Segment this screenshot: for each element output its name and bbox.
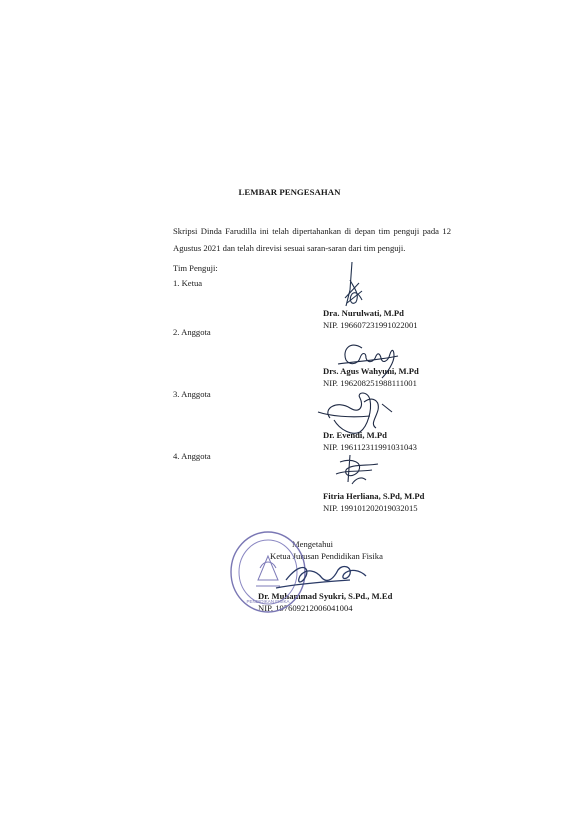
signature-3	[318, 393, 392, 433]
signature-1	[345, 262, 362, 306]
examiner-name: Dra. Nurulwati, M.Pd	[323, 308, 404, 318]
examiner-role: 1. Ketua	[173, 278, 203, 288]
examiner-role: 3. Anggota	[173, 389, 211, 399]
examiner-nip: NIP. 196112311991031043	[323, 442, 417, 452]
examiner-role: 4. Anggota	[173, 451, 211, 461]
department-head-signature	[276, 567, 366, 588]
page-title: LEMBAR PENGESAHAN	[238, 187, 341, 197]
examiner-team-label: Tim Penguji:	[173, 263, 218, 273]
signature-4	[336, 455, 378, 484]
examiner-name: Fitria Herliana, S.Pd, M.Pd	[323, 491, 425, 501]
examiner-name: Drs. Agus Wahyuni, M.Pd	[323, 366, 419, 376]
approval-paragraph: Skripsi Dinda Farudilla ini telah dipertahankan di depan tim penguji pada 12 Agustus 2021 dan telah direvisi sesuai saran-saran dari tim penguji.	[173, 226, 451, 253]
stamp-text: PENDIDIKAN FISIKA	[246, 599, 290, 604]
examiner-name: Dr. Evendi, M.Pd	[323, 430, 387, 440]
examiner-nip: NIP. 196607231991022001	[323, 320, 418, 330]
examiner-nip: NIP. 199101202019032015	[323, 503, 418, 513]
department-head-nip: NIP. 197609212006041004	[258, 603, 353, 613]
department-head-title: Ketua Jurusan Pendidikan Fisika	[270, 551, 383, 561]
department-head-name: Dr. Muhammad Syukri, S.Pd., M.Ed	[258, 591, 393, 601]
examiner-nip: NIP. 196208251988111001	[323, 378, 417, 388]
knowing-label: Mengetahui	[292, 539, 334, 549]
examiner-role: 2. Anggota	[173, 327, 211, 337]
signature-2	[338, 345, 398, 378]
